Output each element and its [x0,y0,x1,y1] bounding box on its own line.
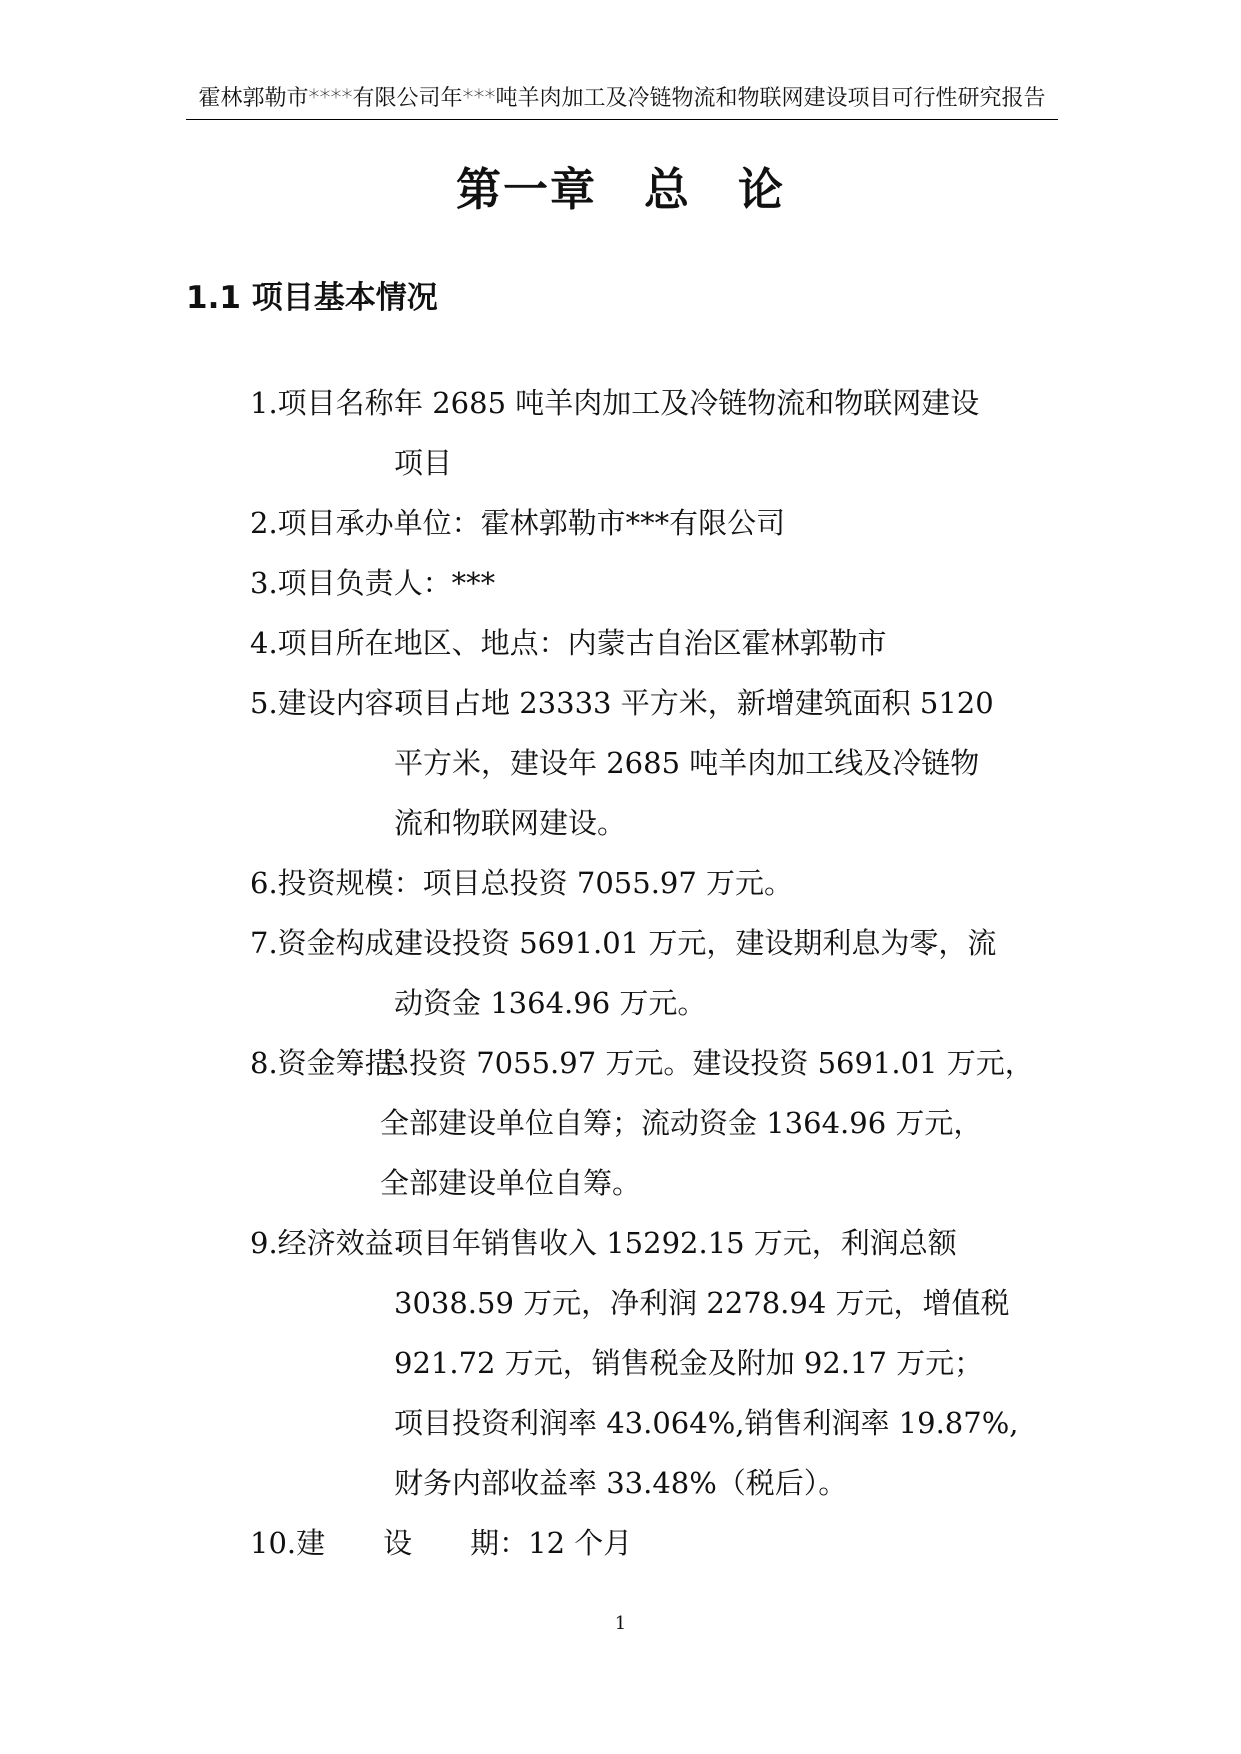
item-value [394,1213,1018,1513]
item-value [481,493,786,553]
item-value-line: 3038.59 万元，净利润 2278.94 万元，增值税 [394,1286,1010,1320]
item-label: 4.项目所在地区、地点： [250,626,568,660]
item-label: 2.项目承办单位： [250,506,481,540]
item-value [380,1033,1034,1213]
item-label: 9.经济效益： [250,1226,423,1260]
item-label: 10.建 设 期： [250,1526,529,1560]
item-value [394,373,979,493]
item-value-line: 项目年销售收入 15292.15 万元，利润总额 [394,1226,957,1260]
item-value-line: 项目 [394,446,453,480]
item-value-line: 流和物联网建设。 [394,806,627,840]
item-value-line: 项目投资利润率 43.064%,销售利润率 19.87%, [394,1406,1019,1440]
project-info-list [250,373,1060,1573]
list-item-organizer [250,493,1060,553]
item-value-line: *** [451,566,496,600]
item-value-line: 年 2685 吨羊肉加工及冷链物流和物联网建设 [394,386,980,420]
item-label: 3.项目负责人： [250,566,452,600]
item-label: 6.投资规模： [250,866,423,900]
item-label: 7.资金构成： [250,926,423,960]
item-value-line: 项目总投资 7055.97 万元。 [422,866,794,900]
list-item-responsible-person [250,553,1060,613]
item-value [394,913,996,1033]
item-value-line: 项目占地 23333 平方米，新增建筑面积 5120 [394,686,994,720]
chapter-title: 第一章 总 论 [455,163,785,216]
list-item-location [250,613,1060,673]
item-value [528,1513,632,1573]
item-label: 5.建设内容： [250,686,423,720]
item-value-line: 动资金 1364.96 万元。 [394,986,707,1020]
page-number: 1 [614,1613,627,1634]
list-item-fund-raising [250,1033,1060,1213]
item-value-line: 建设投资 5691.01 万元，建设期利息为零，流 [394,926,997,960]
item-value [394,673,994,853]
item-value-line: 财务内部收益率 33.48%（税后）。 [394,1466,848,1500]
item-label: 8.资金筹措： [250,1046,423,1080]
item-value-line: 全部建设单位自筹。 [380,1166,642,1200]
item-value-line: 内蒙古自治区霍林郭勒市 [567,626,887,660]
item-value [568,613,887,673]
item-value-line: 总投资 7055.97 万元。建设投资 5691.01 万元， [380,1046,1034,1080]
list-item-construction-content [250,673,1060,853]
item-value [423,853,793,913]
item-value-line: 921.72 万元，销售税金及附加 92.17 万元； [394,1346,984,1380]
list-item-construction-period [250,1513,1060,1573]
item-value-line: 霍林郭勒市***有限公司 [480,506,786,540]
item-value-line: 12 个月 [528,1526,633,1560]
item-value-line: 平方米，建设年 2685 吨羊肉加工线及冷链物 [394,746,980,780]
item-value [452,553,496,613]
list-item-investment-scale [250,853,1060,913]
list-item-economic-benefit [250,1213,1060,1513]
list-item-project-name [250,373,1060,493]
header-rule [186,119,1058,120]
item-value-line: 全部建设单位自筹；流动资金 1364.96 万元， [380,1106,983,1140]
list-item-fund-composition [250,913,1060,1033]
section-title: 1.1 项目基本情况 [186,280,438,316]
running-header-title: 霍林郭勒市****有限公司年***吨羊肉加工及冷链物流和物联网建设项目可行性研究报告 [198,86,1046,111]
item-label: 1.项目名称： [250,386,423,420]
